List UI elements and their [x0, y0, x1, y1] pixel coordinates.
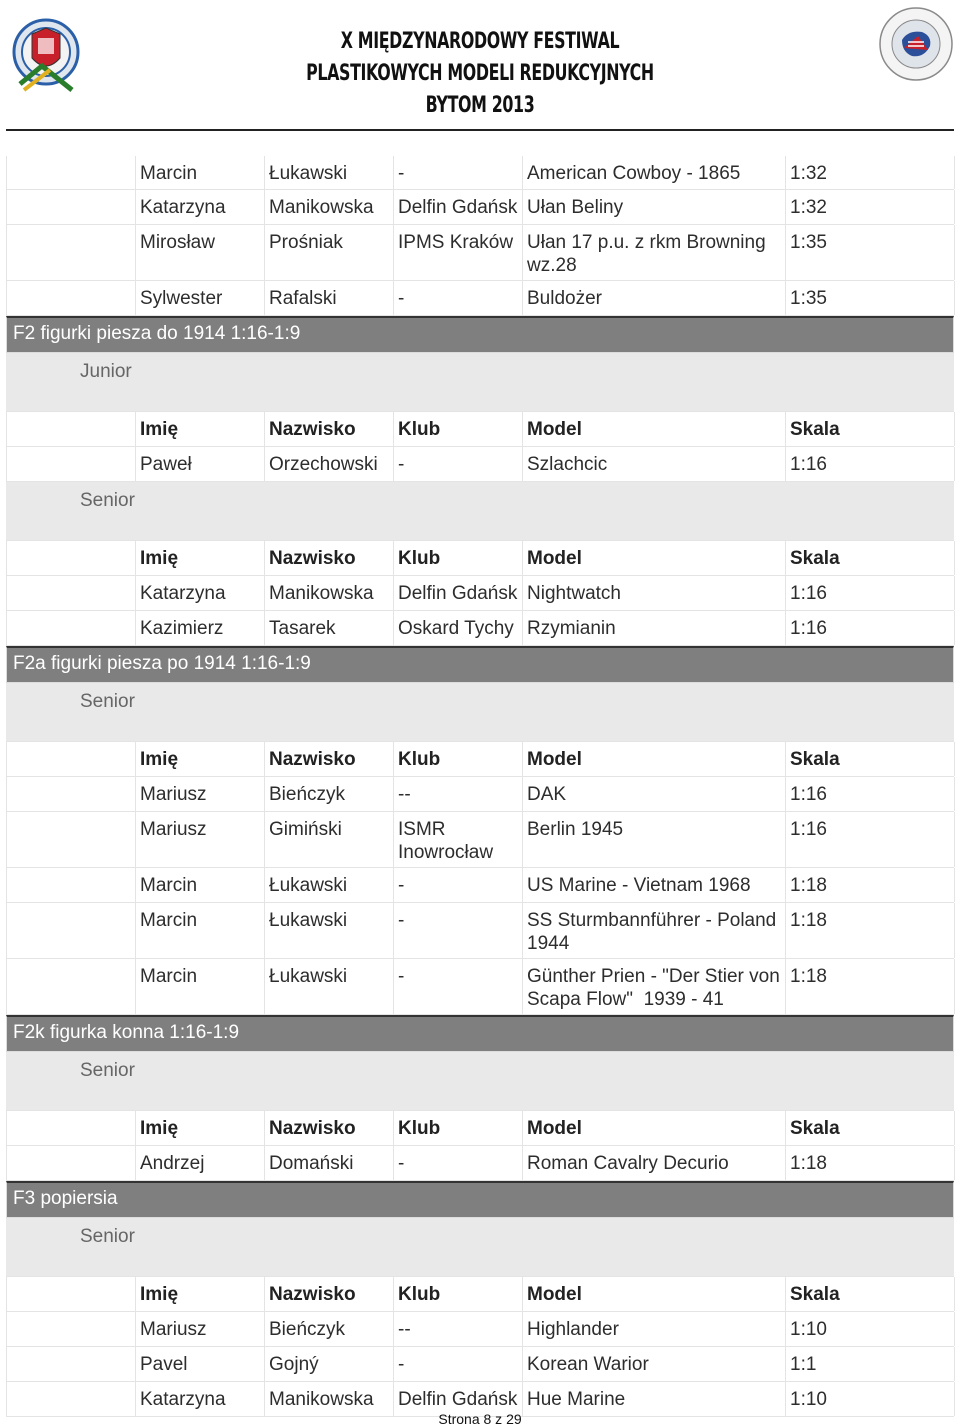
- col-header-skala: Skala: [790, 1118, 840, 1139]
- table-row: [6, 576, 954, 611]
- cell-klub: -: [398, 910, 405, 931]
- table-row: [6, 190, 954, 225]
- table-row: [6, 777, 954, 812]
- level-header-junior: [6, 353, 954, 412]
- table-row: [6, 1347, 954, 1382]
- cell-model: Rzymianin: [527, 618, 616, 639]
- category-header-f2a: [6, 646, 954, 683]
- col-header-klub: Klub: [398, 1284, 441, 1305]
- cell-imie: Kazimierz: [140, 618, 224, 639]
- cell-klub: -: [398, 966, 405, 987]
- cell-skala: 1:16: [790, 583, 827, 604]
- cell-model: Szlachcic: [527, 454, 608, 475]
- ipms-polska-logo: [878, 6, 954, 82]
- level-label: Senior: [80, 490, 135, 511]
- cell-nazwisko: Gimiński: [269, 819, 342, 840]
- festival-title-line2: BYTOM 2013: [425, 93, 535, 118]
- cell-nazwisko: Łukawski: [269, 875, 348, 896]
- col-header-nazwisko: Nazwisko: [269, 419, 356, 440]
- cell-skala: 1:35: [790, 288, 827, 309]
- table-row: [6, 225, 954, 281]
- level-header-senior: [6, 1218, 954, 1277]
- cell-skala: 1:32: [790, 163, 827, 184]
- page-header: [0, 0, 960, 132]
- cell-skala: 1:16: [790, 819, 827, 840]
- cell-nazwisko: Rafalski: [269, 288, 337, 309]
- col-header-model: Model: [527, 548, 582, 569]
- cell-skala: 1:1: [790, 1354, 817, 1375]
- cell-model: Ułan 17 p.u. z rkm Browning wz.28: [527, 232, 766, 276]
- cell-nazwisko: Domański: [269, 1153, 354, 1174]
- cell-model: Nightwatch: [527, 583, 621, 604]
- cell-klub: Delfin Gdańsk: [398, 197, 518, 218]
- festival-title-line1: X MIĘDZYNARODOWY FESTIWAL PLASTIKOWYCH MODELI REDUKCYJNYCH: [306, 29, 654, 86]
- level-header-senior: [6, 1052, 954, 1111]
- cell-nazwisko: Bieńczyk: [269, 1319, 346, 1340]
- cell-model: Berlin 1945: [527, 819, 624, 840]
- cell-klub: -: [398, 1153, 405, 1174]
- col-header-skala: Skala: [790, 1284, 840, 1305]
- col-header-nazwisko: Nazwisko: [269, 1118, 356, 1139]
- cell-skala: 1:35: [790, 232, 827, 253]
- cell-nazwisko: Manikowska: [269, 197, 374, 218]
- cell-nazwisko: Gojný: [269, 1354, 319, 1375]
- cell-model: US Marine - Vietnam 1968: [527, 875, 751, 896]
- table-row: [6, 281, 954, 316]
- cell-nazwisko: Łukawski: [269, 163, 348, 184]
- cell-klub: Delfin Gdańsk: [398, 1389, 518, 1410]
- column-header-row: [6, 742, 954, 777]
- col-header-nazwisko: Nazwisko: [269, 548, 356, 569]
- table-row: [6, 868, 954, 903]
- cell-imie: Sylwester: [140, 288, 223, 309]
- cell-model: Highlander: [527, 1319, 619, 1340]
- cell-imie: Paweł: [140, 454, 192, 475]
- cell-skala: 1:18: [790, 1153, 827, 1174]
- column-header-row: [6, 541, 954, 576]
- table-row: [6, 1312, 954, 1347]
- level-label: Senior: [80, 691, 135, 712]
- category-header-f3: [6, 1181, 954, 1218]
- level-header-senior: [6, 482, 954, 541]
- col-header-imie: Imię: [140, 1284, 179, 1305]
- cell-model: SS Sturmbannführer - Poland 1944: [527, 910, 777, 954]
- cell-nazwisko: Manikowska: [269, 1389, 374, 1410]
- cell-klub: -: [398, 1354, 405, 1375]
- level-label: Senior: [80, 1226, 135, 1247]
- cell-model: DAK: [527, 784, 567, 805]
- cell-skala: 1:16: [790, 784, 827, 805]
- cell-skala: 1:10: [790, 1389, 827, 1410]
- level-header-senior: [6, 683, 954, 742]
- cell-klub: -: [398, 454, 405, 475]
- category-title: F2a figurki piesza po 1914 1:16-1:9: [13, 653, 311, 674]
- cell-imie: Marcin: [140, 910, 198, 931]
- column-header-row: [6, 1111, 954, 1146]
- cell-nazwisko: Bieńczyk: [269, 784, 346, 805]
- cell-imie: Katarzyna: [140, 197, 226, 218]
- cell-imie: Mirosław: [140, 232, 215, 253]
- col-header-model: Model: [527, 749, 582, 770]
- cell-imie: Mariusz: [140, 1319, 207, 1340]
- cell-skala: 1:18: [790, 875, 827, 896]
- col-header-skala: Skala: [790, 419, 840, 440]
- cell-imie: Mariusz: [140, 819, 207, 840]
- col-header-klub: Klub: [398, 1118, 441, 1139]
- cell-imie: Marcin: [140, 966, 198, 987]
- col-header-model: Model: [527, 419, 582, 440]
- col-header-skala: Skala: [790, 749, 840, 770]
- cell-nazwisko: Tasarek: [269, 618, 336, 639]
- category-title: F3 popiersia: [13, 1188, 118, 1209]
- cell-imie: Katarzyna: [140, 583, 226, 604]
- cell-model: Hue Marine: [527, 1389, 626, 1410]
- table-row: [6, 1146, 954, 1181]
- cell-model: Roman Cavalry Decurio: [527, 1153, 729, 1174]
- cell-imie: Marcin: [140, 875, 198, 896]
- cell-nazwisko: Manikowska: [269, 583, 374, 604]
- cell-skala: 1:10: [790, 1319, 827, 1340]
- cell-nazwisko: Łukawski: [269, 966, 348, 987]
- col-header-imie: Imię: [140, 548, 179, 569]
- cell-model: Buldożer: [527, 288, 602, 309]
- cell-skala: 1:16: [790, 454, 827, 475]
- col-header-nazwisko: Nazwisko: [269, 749, 356, 770]
- festival-title: [300, 26, 660, 122]
- cell-skala: 1:18: [790, 966, 827, 987]
- col-header-skala: Skala: [790, 548, 840, 569]
- cell-imie: Marcin: [140, 163, 198, 184]
- col-header-klub: Klub: [398, 419, 441, 440]
- cell-klub: -: [398, 288, 405, 309]
- cell-klub: --: [398, 1319, 411, 1340]
- col-header-imie: Imię: [140, 749, 179, 770]
- cell-nazwisko: Prośniak: [269, 232, 343, 253]
- col-header-klub: Klub: [398, 548, 441, 569]
- category-title: F2k figurka konna 1:16-1:9: [13, 1022, 240, 1043]
- bytom-club-logo: [12, 14, 80, 98]
- cell-klub: ISMR Inowrocław: [398, 819, 494, 863]
- cell-skala: 1:16: [790, 618, 827, 639]
- cell-skala: 1:18: [790, 910, 827, 931]
- level-label: Senior: [80, 1060, 135, 1081]
- col-header-model: Model: [527, 1118, 582, 1139]
- col-header-klub: Klub: [398, 749, 441, 770]
- cell-model: Ułan Beliny: [527, 197, 624, 218]
- cell-klub: -: [398, 875, 405, 896]
- cell-nazwisko: Orzechowski: [269, 454, 378, 475]
- cell-klub: -: [398, 163, 405, 184]
- cell-model: Günther Prien - "Der Stier von Scapa Flow" 1939 - 41: [527, 966, 786, 1010]
- page-number: Strona 8 z 29: [438, 1411, 522, 1427]
- table-row: [6, 812, 954, 868]
- cell-skala: 1:32: [790, 197, 827, 218]
- level-label: Junior: [80, 361, 132, 382]
- column-header-row: [6, 412, 954, 447]
- cell-nazwisko: Łukawski: [269, 910, 348, 931]
- cell-imie: Katarzyna: [140, 1389, 226, 1410]
- cell-model: American Cowboy - 1865: [527, 163, 741, 184]
- cell-klub: IPMS Kraków: [398, 232, 514, 253]
- col-header-nazwisko: Nazwisko: [269, 1284, 356, 1305]
- cell-klub: Delfin Gdańsk: [398, 583, 518, 604]
- category-header-f2: [6, 316, 954, 353]
- table-row: [6, 156, 954, 190]
- table-row: [6, 903, 954, 959]
- cell-klub: --: [398, 784, 411, 805]
- cell-model: Korean Warior: [527, 1354, 649, 1375]
- table-row: [6, 447, 954, 482]
- cell-imie: Pavel: [140, 1354, 188, 1375]
- header-divider: [6, 129, 954, 131]
- table-row: [6, 959, 954, 1015]
- cell-imie: Andrzej: [140, 1153, 205, 1174]
- col-header-model: Model: [527, 1284, 582, 1305]
- col-header-imie: Imię: [140, 419, 179, 440]
- category-title: F2 figurki piesza do 1914 1:16-1:9: [13, 323, 301, 344]
- cell-imie: Mariusz: [140, 784, 207, 805]
- category-header-f2k: [6, 1015, 954, 1052]
- col-header-imie: Imię: [140, 1118, 179, 1139]
- cell-klub: Oskard Tychy: [398, 618, 514, 639]
- column-header-row: [6, 1277, 954, 1312]
- table-row: [6, 611, 954, 646]
- results-table: [6, 156, 954, 1417]
